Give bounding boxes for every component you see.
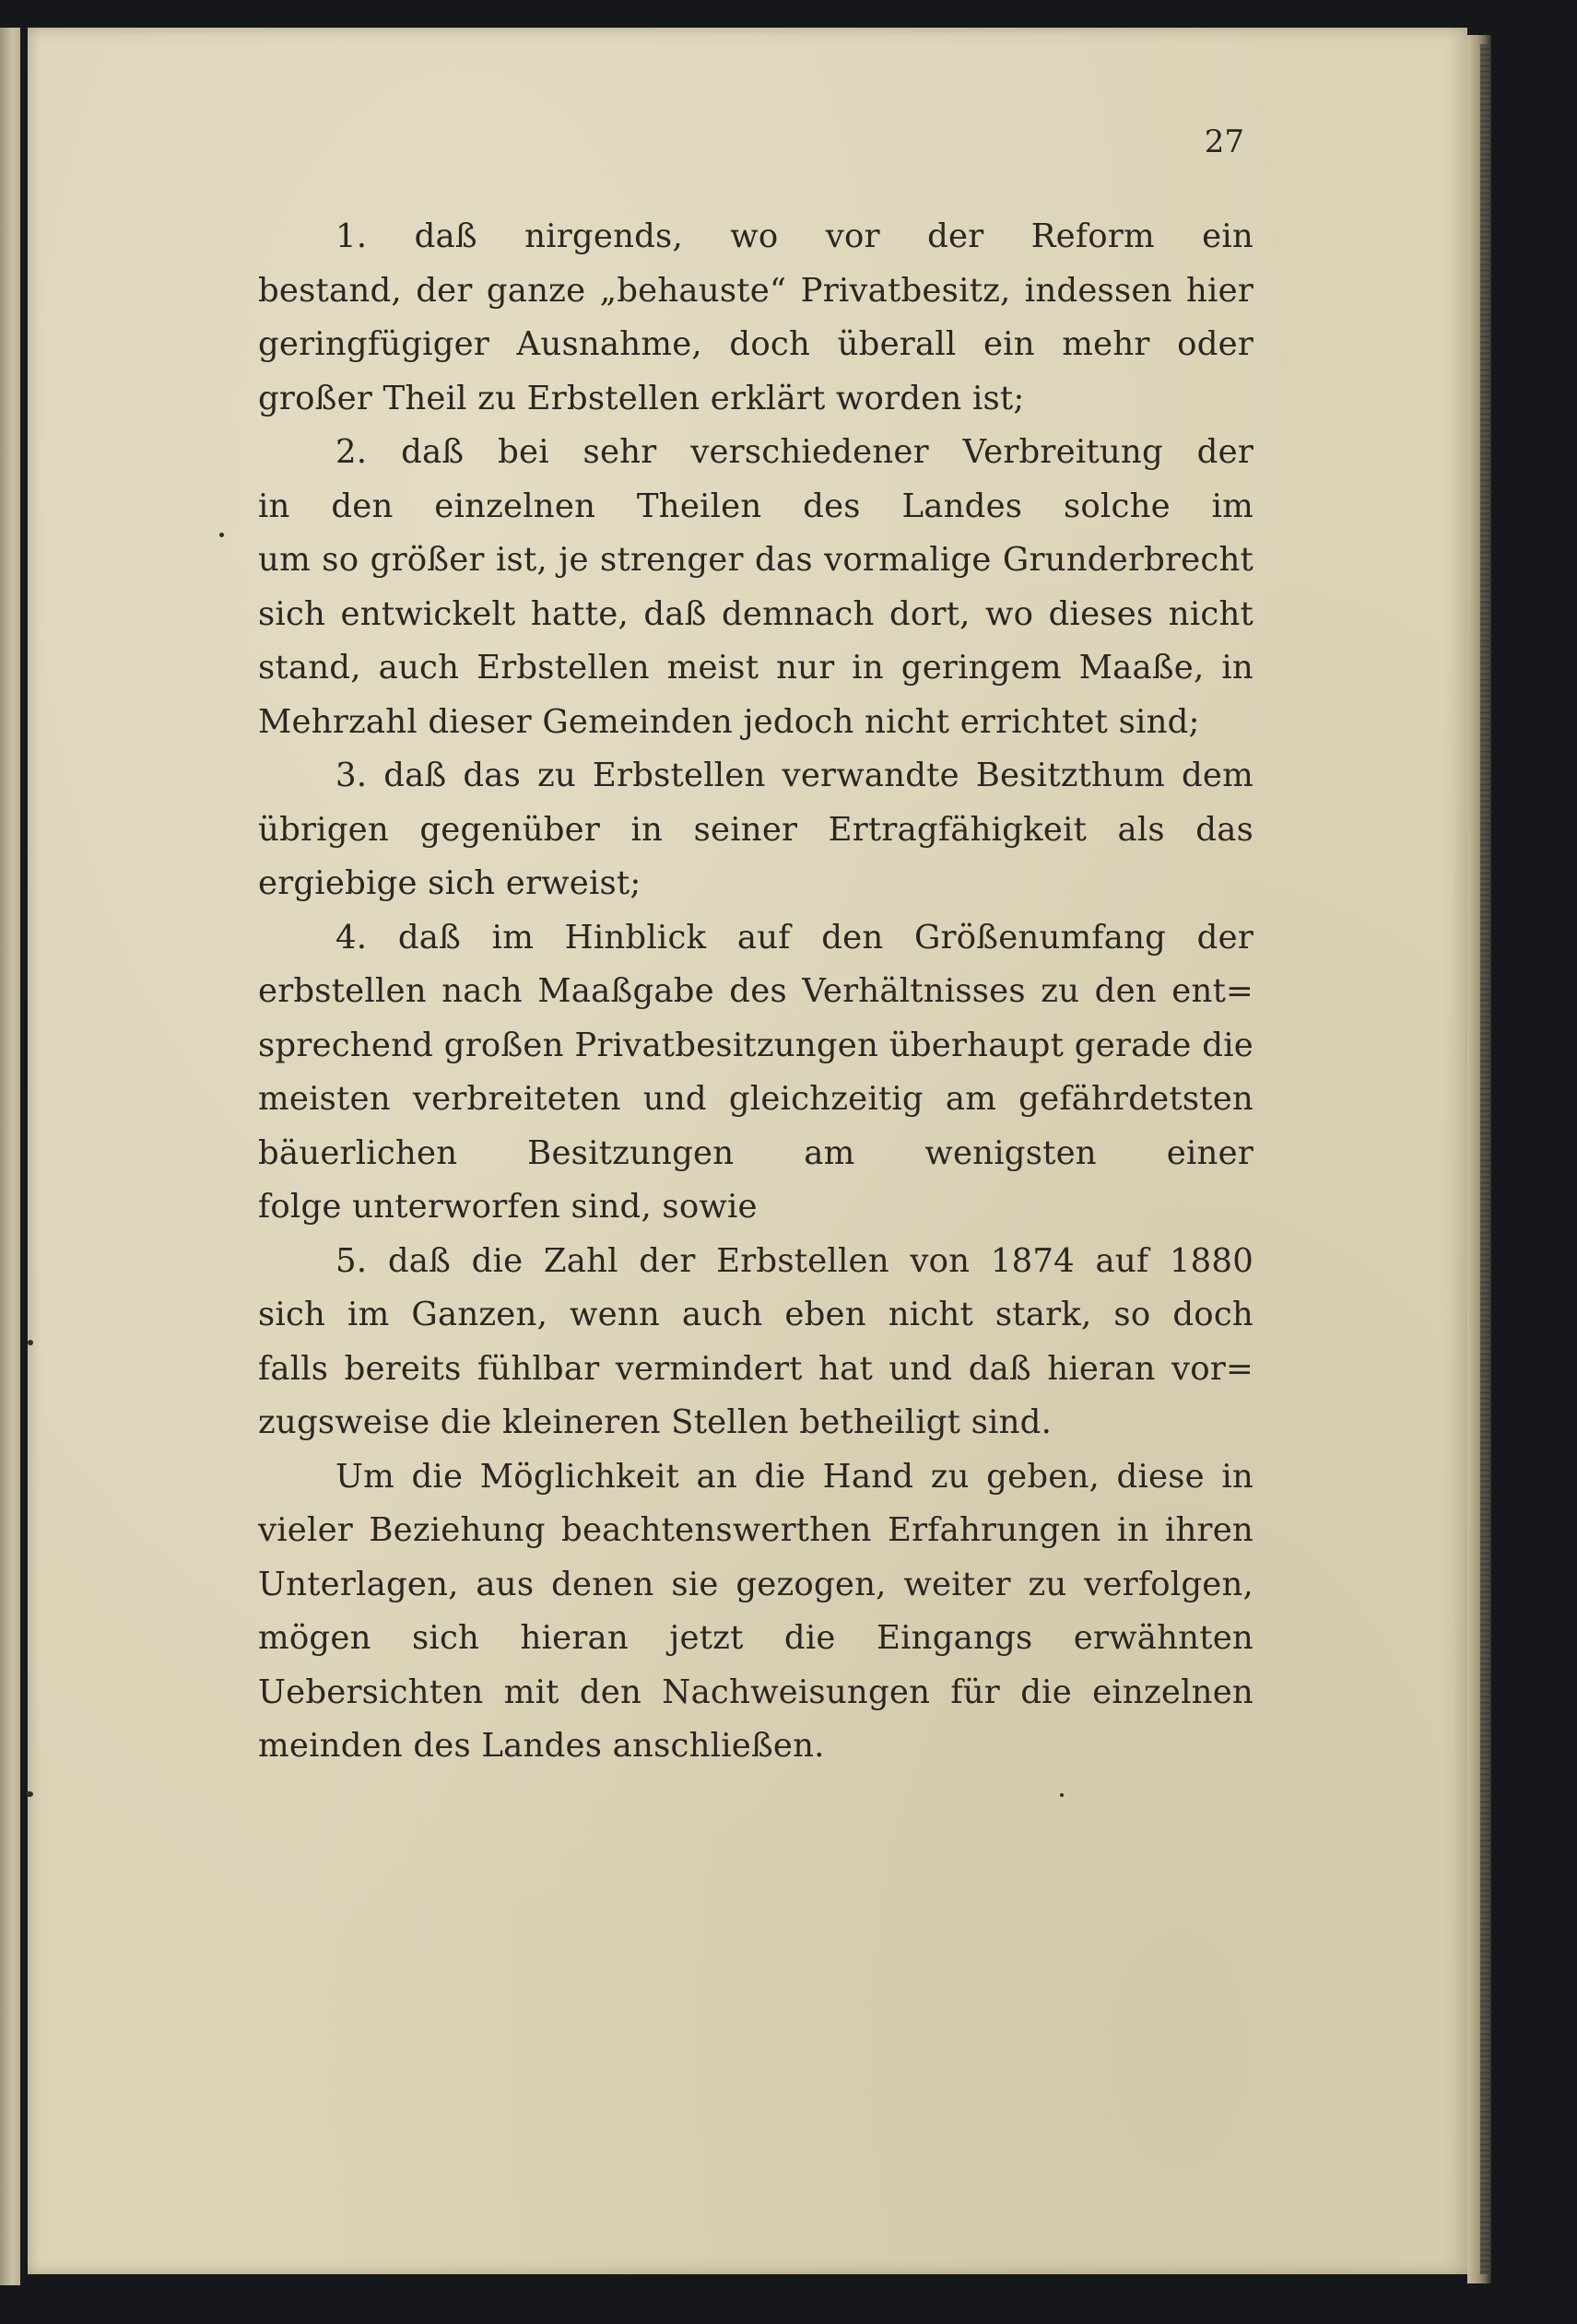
text-line: 4. daß im Hinblick auf den Größenumfang der	[335, 918, 1253, 957]
text-line: übrigen gegenüber in seiner Ertragfähigkeit als das	[258, 810, 1253, 849]
text-line: Uebersichten mit den Nachweisungen für die einzelnen	[258, 1673, 1253, 1711]
text-line: zugsweise die kleineren Stellen betheiligt sind.	[258, 1403, 1053, 1441]
ink-speck	[1060, 1793, 1064, 1797]
text-line: mögen sich hieran jetzt die Eingangs erwähnten	[258, 1619, 1253, 1657]
text-line: 3. daß das zu Erbstellen verwandte Besitzthum dem	[335, 757, 1253, 794]
text-line: vieler Beziehung beachtenswerthen Erfahrungen in ihren	[258, 1511, 1253, 1549]
text-line: sich im Ganzen, wenn auch eben nicht stark, so doch	[258, 1296, 1253, 1333]
previous-page-edge	[0, 28, 20, 2285]
text-line: in den einzelnen Theilen des Landes solche im	[258, 487, 1253, 525]
ink-speck	[28, 1340, 33, 1345]
text-line: Mehrzahl dieser Gemeinden jedoch nicht errichtet sind;	[258, 702, 1200, 741]
text-line: bäuerlichen Besitzungen am wenigsten einer	[258, 1133, 1253, 1172]
text-line: 5. daß die Zahl der Erbstellen von 1874 auf 1880	[335, 1241, 1253, 1280]
text-line: folge unterworfen sind, sowie	[258, 1188, 758, 1226]
ink-speck	[219, 533, 224, 537]
text-line: meisten verbreiteten und gleichzeitig am gefährdetsten	[258, 1080, 1253, 1118]
text-line: um so größer ist, je strenger das vormalige Grunderbrecht	[258, 541, 1253, 579]
text-line: großer Theil zu Erbstellen erklärt worden ist;	[258, 379, 1025, 417]
text-line: Unterlagen, aus denen sie gezogen, weiter zu verfolgen,	[258, 1565, 1253, 1603]
text-line: Um die Möglichkeit an die Hand zu geben, diese in	[335, 1457, 1253, 1496]
text-line: geringfügiger Ausnahme, doch überall ein mehr oder	[258, 325, 1253, 363]
text-line: meinden des Landes anschließen.	[258, 1727, 825, 1765]
ink-speck	[26, 1791, 33, 1797]
text-line: sprechend großen Privatbesitzungen überhaupt gerade die	[258, 1026, 1253, 1064]
book-edge-texture	[1480, 44, 1489, 2274]
text-line: falls bereits fühlbar vermindert hat und daß hieran vor=	[258, 1349, 1253, 1388]
text-line: erbstellen nach Maaßgabe des Verhältnisses zu den ent=	[258, 972, 1253, 1010]
body-text	[258, 210, 1253, 1774]
text-line: 1. daß nirgends, wo vor der Reform ein	[335, 217, 1253, 255]
text-line: ergiebige sich erweist;	[258, 864, 641, 902]
page-number: 27	[1204, 123, 1244, 160]
text-line: sich entwickelt hatte, daß demnach dort, wo dieses nicht	[258, 594, 1253, 633]
text-line: bestand, der ganze „behauste“ Privatbesitz, indessen hier	[258, 271, 1253, 310]
text-line: 2. daß bei sehr verschiedener Verbreitung der	[335, 433, 1253, 471]
text-line: stand, auch Erbstellen meist nur in geringem Maaße, in	[258, 649, 1253, 687]
